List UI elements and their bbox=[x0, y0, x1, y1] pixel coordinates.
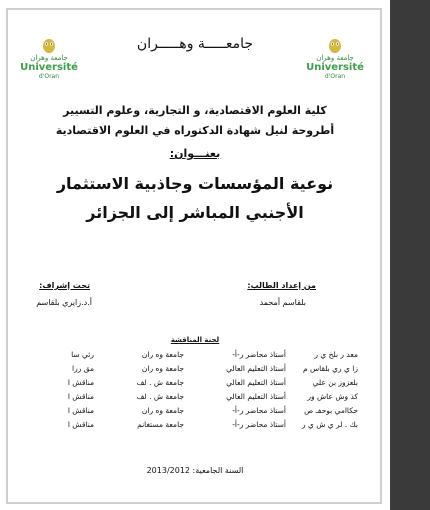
thesis-type: أطروحة لنيل شهادة الدكتوراه في العلوم الاقتصادية bbox=[55, 124, 335, 137]
jury-grade: أستاذ التعليم العالي bbox=[226, 378, 286, 387]
university-name: جامعـــــة وهـــــران bbox=[136, 36, 254, 52]
jury-grade: أستاذ محاضر ر-أ- bbox=[232, 350, 286, 359]
jury-role: مناقش ا bbox=[67, 420, 94, 429]
jury-row bbox=[40, 406, 358, 420]
jury-table bbox=[40, 350, 358, 434]
university-logo-right bbox=[300, 36, 370, 82]
jury-name: بك . لر ي ش ي ر bbox=[301, 420, 358, 429]
jury-role: مق ررا bbox=[72, 364, 94, 373]
jury-row bbox=[40, 378, 358, 392]
jury-role: مناقش ا bbox=[67, 406, 94, 415]
jury-grade: أستاذ التعليم العالي bbox=[226, 364, 286, 373]
thesis-title-line1: نوعية المؤسسات وجاذبية الاستثمار bbox=[56, 174, 334, 193]
jury-title: لجنة المناقشة bbox=[170, 336, 220, 344]
logo-arabic-text: جامعة وهران bbox=[316, 54, 354, 62]
jury-name: زا ي ري بلقاس م bbox=[302, 364, 358, 373]
jury-role: مناقش ا bbox=[67, 392, 94, 401]
jury-row bbox=[40, 392, 358, 406]
viewer-background bbox=[390, 0, 430, 510]
owl-icon bbox=[39, 36, 59, 54]
supervisor-label: تحت إشراف: bbox=[39, 281, 90, 290]
student-name: بلقاسم أمحمد bbox=[259, 298, 306, 307]
jury-name: معد ر بلخ ي ر bbox=[314, 350, 358, 359]
academic-year bbox=[80, 466, 310, 475]
jury-institution: جامعة وه ران bbox=[141, 364, 184, 373]
jury-institution: جامعة مستغانم bbox=[137, 420, 184, 429]
jury-name: حكاامي بوحفـ ص bbox=[304, 406, 358, 415]
jury-institution: جامعة ش . لف bbox=[136, 378, 184, 387]
jury-grade: أستاذ محاضر ر-أ- bbox=[232, 406, 286, 415]
logo-french-text: Université bbox=[20, 62, 78, 73]
university-logo-left bbox=[14, 36, 84, 82]
jury-role: مناقش ا bbox=[67, 378, 94, 387]
jury-row bbox=[40, 420, 358, 434]
jury-role: رئي سا bbox=[71, 350, 94, 359]
jury-institution: جامعة ش . لف bbox=[136, 392, 184, 401]
title-label: بعنـــوان: bbox=[169, 147, 221, 160]
jury-institution: جامعة وه ران bbox=[141, 406, 184, 415]
logo-arabic-text: جامعة وهران bbox=[30, 54, 68, 62]
jury-name: بلعزوز بن علي bbox=[312, 378, 358, 387]
owl-icon bbox=[325, 36, 345, 54]
logo-city-text: d'Oran bbox=[38, 73, 60, 80]
thesis-title-line2: الأجنبي المباشر إلى الجزائر bbox=[86, 203, 304, 222]
jury-row bbox=[40, 350, 358, 364]
supervisor-name: أ.د.زايري بلقاسم bbox=[36, 298, 92, 307]
year-label: السنة الجامعية: bbox=[192, 466, 244, 475]
jury-institution: جامعة وه ران bbox=[141, 350, 184, 359]
logo-city-text: d'Oran bbox=[324, 73, 346, 80]
jury-grade: أستاذ التعليم العالي bbox=[226, 392, 286, 401]
faculty-name: كلية العلوم الاقتصادية، و التجارية، وعلوم التسيير bbox=[63, 104, 327, 117]
logo-french-text: Université bbox=[306, 62, 364, 73]
jury-name: كذ وش عاش ور bbox=[307, 392, 358, 401]
student-label: من إعداد الطالب: bbox=[247, 281, 316, 290]
jury-grade: أستاذ محاضر ر-أ- bbox=[232, 420, 286, 429]
year-value: 2013/2012 bbox=[146, 466, 190, 475]
jury-row bbox=[40, 364, 358, 378]
